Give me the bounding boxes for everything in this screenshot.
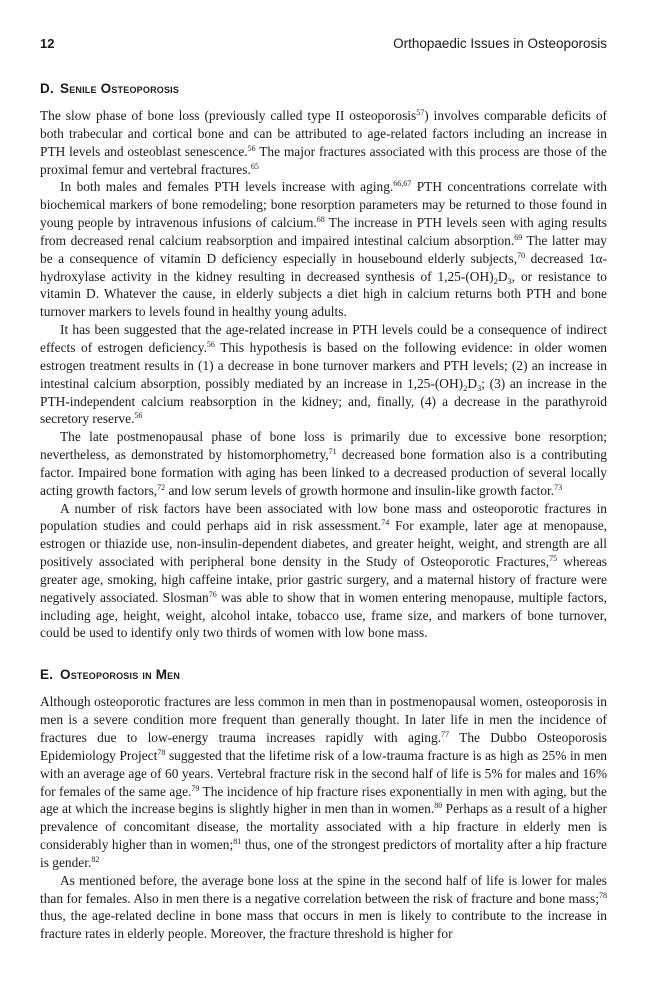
- section-heading: [40, 667, 607, 682]
- paragraph: In both males and females PTH levels increase with aging.$^{66,67}$ PTH concentrations correlate with biochemical markers of bone remodeling; bone resorption parameters may be returned to those found in young people by intravenous infusions of calcium.$^{68}$ The increase in PTH levels seen with aging results from decreased renal calcium reabsorption and impaired intestinal calcium absorption.$^{69}$ The latter may be a consequence of vitamin D deficiency especially in housebound elderly subjects,$^{70}$ decreased 1α-hydroxylase activity in the kidney resulting in decreased synthesis of $1,25-(OH)_2D_3$, or resistance to vitamin D. Whatever the cause, in elderly subjects a diet high in calcium returns both PTH and bone turnover markers to levels found in healthy young adults.: [40, 179, 607, 320]
- citation-ref: 80: [434, 801, 443, 811]
- citation-ref: 70: [517, 250, 526, 260]
- citation-ref: 75: [549, 554, 558, 564]
- citation-ref: 66,67: [393, 179, 412, 189]
- citation-ref: 71: [328, 447, 337, 457]
- page-number: 12: [40, 36, 55, 51]
- citation-ref: 69: [514, 232, 523, 242]
- section-letter: E.: [40, 667, 54, 683]
- subscript: 3: [507, 275, 512, 286]
- citation-ref: 56: [134, 411, 143, 421]
- running-head: [40, 36, 607, 56]
- running-title: Orthopaedic Issues in Osteoporosis: [393, 36, 607, 51]
- paragraph: A number of risk factors have been associated with low bone mass and osteoporotic fractures in population studies and could perhaps aid in risk assessment.$^{74}$ For example, later age at menopause, estrogen or thiazide use, non-insulin-dependent diabetes, and greater height, weight, and strength are all positively associated with peripheral bone density in the Study of Osteoporotic Fractures,$^{75}$ whereas greater age, smoking, high caffeine intake, prior gastric surgery, and a maternal history of fracture were negatively associated. Slosman$^{76}$ was able to show that in women entering menopause, multiple factors, including age, height, weight, alcohol intake, tobacco use, frame size, and markers of bone turnover, could be used to identify only two thirds of women with low bone mass.: [40, 500, 608, 641]
- citation-ref: 79: [191, 783, 200, 793]
- subscript: 3: [477, 382, 482, 393]
- subscript: 2: [463, 382, 468, 393]
- paragraph: As mentioned before, the average bone loss at the spine in the second half of life is lower for males than for females. Also in men there is a negative correlation between the risk of fracture and bone mass;$^{78}$ thus, the age-related decline in bone mass that occurs in men is likely to contribute to the increase in fracture rates in elderly people. Moreover, the fracture threshold is higher for: [40, 872, 607, 942]
- citation-ref: 74: [381, 518, 390, 528]
- citation-ref: 77: [441, 730, 450, 739]
- citation-ref: 78: [157, 747, 166, 757]
- article-body: [40, 81, 607, 943]
- section-heading: [40, 81, 607, 96]
- citation-ref: 72: [157, 482, 166, 492]
- subscript: 2: [493, 275, 498, 286]
- paragraph: It has been suggested that the age-related increase in PTH levels could be a consequence of indirect effects of estrogen deficiency.$^{56}$ This hypothesis is based on the following evidence: in older women estrogen treatment results in (1) a decrease in bone turnover markers and PTH levels; (2) an increase in intestinal calcium absorption, possibly mediated by an increase in $1,25-(OH)_2D_3$; (3) an increase in the PTH-independent calcium reabsorption in the kidney; and, finally, (4) a decrease in the parathyroid secretory reserve.$^{56}$: [40, 322, 607, 427]
- citation-ref: 78: [599, 890, 607, 900]
- citation-ref: 76: [208, 589, 217, 599]
- paragraph: Although osteoporotic fractures are less common in men than in postmenopausal women, osteoporosis in men is a severe condition more frequent than generally thought. In later life in men the incidence of fractures due to low-energy trauma increases rapidly with aging.$^{77}$ The Dubbo Osteoporosis Epidemiology Project$^{78}$ suggested that the lifetime risk of a low-trauma fracture is as high as 25% in men with an average age of 60 years. Vertebral fracture risk in the second half of life is 5% for males and 16% for females of the same age.$^{79}$ The incidence of hip fracture rises exponentially in men with aging, but the age at which the increase begins is slightly higher in men than in women.$^{80}$ Perhaps as a result of a higher prevalence of concomitant disease, the mortality associated with a hip fracture in elderly men is considerably higher than in women;$^{81}$ thus, one of the strongest predictors of mortality after a hip fracture is gender.$^{82}$: [40, 694, 607, 870]
- citation-ref: 82: [91, 854, 100, 864]
- citation-ref: 68: [316, 215, 325, 225]
- section-senile-osteoporosis: [40, 81, 607, 642]
- section-title: Senile Osteoporosis: [60, 81, 180, 96]
- citation-ref: 56: [247, 143, 256, 153]
- citation-ref: 56: [206, 339, 215, 349]
- section-title: Osteoporosis in Men: [60, 667, 181, 683]
- citation-ref: 81: [233, 837, 242, 847]
- paragraph: The late postmenopausal phase of bone loss is primarily due to excessive bone resorption; nevertheless, as demonstrated by histomorphometry,$^{71}$ decreased bone formation also is a contributing factor. Impaired bone formation with aging has been linked to a decreased production of several locally acting growth factors,$^{72}$ and low serum levels of growth hormone and insulin-like growth factor.$^{73}$: [40, 429, 608, 498]
- paragraph: The slow phase of bone loss (previously called type II osteoporosis$^{57}$) involves comparable deficits of both trabecular and cortical bone and can be attributed to age-related factors including an increase in PTH levels and osteoblast senescence.$^{56}$ The major fractures associated with this process are those of the proximal femur and vertebral fractures.$^{65}$: [40, 108, 608, 177]
- citation-ref: 57: [416, 108, 425, 117]
- section-letter: D.: [40, 81, 54, 96]
- citation-ref: 65: [250, 161, 259, 171]
- citation-ref: 73: [554, 482, 563, 492]
- section-osteoporosis-in-men: [40, 667, 607, 943]
